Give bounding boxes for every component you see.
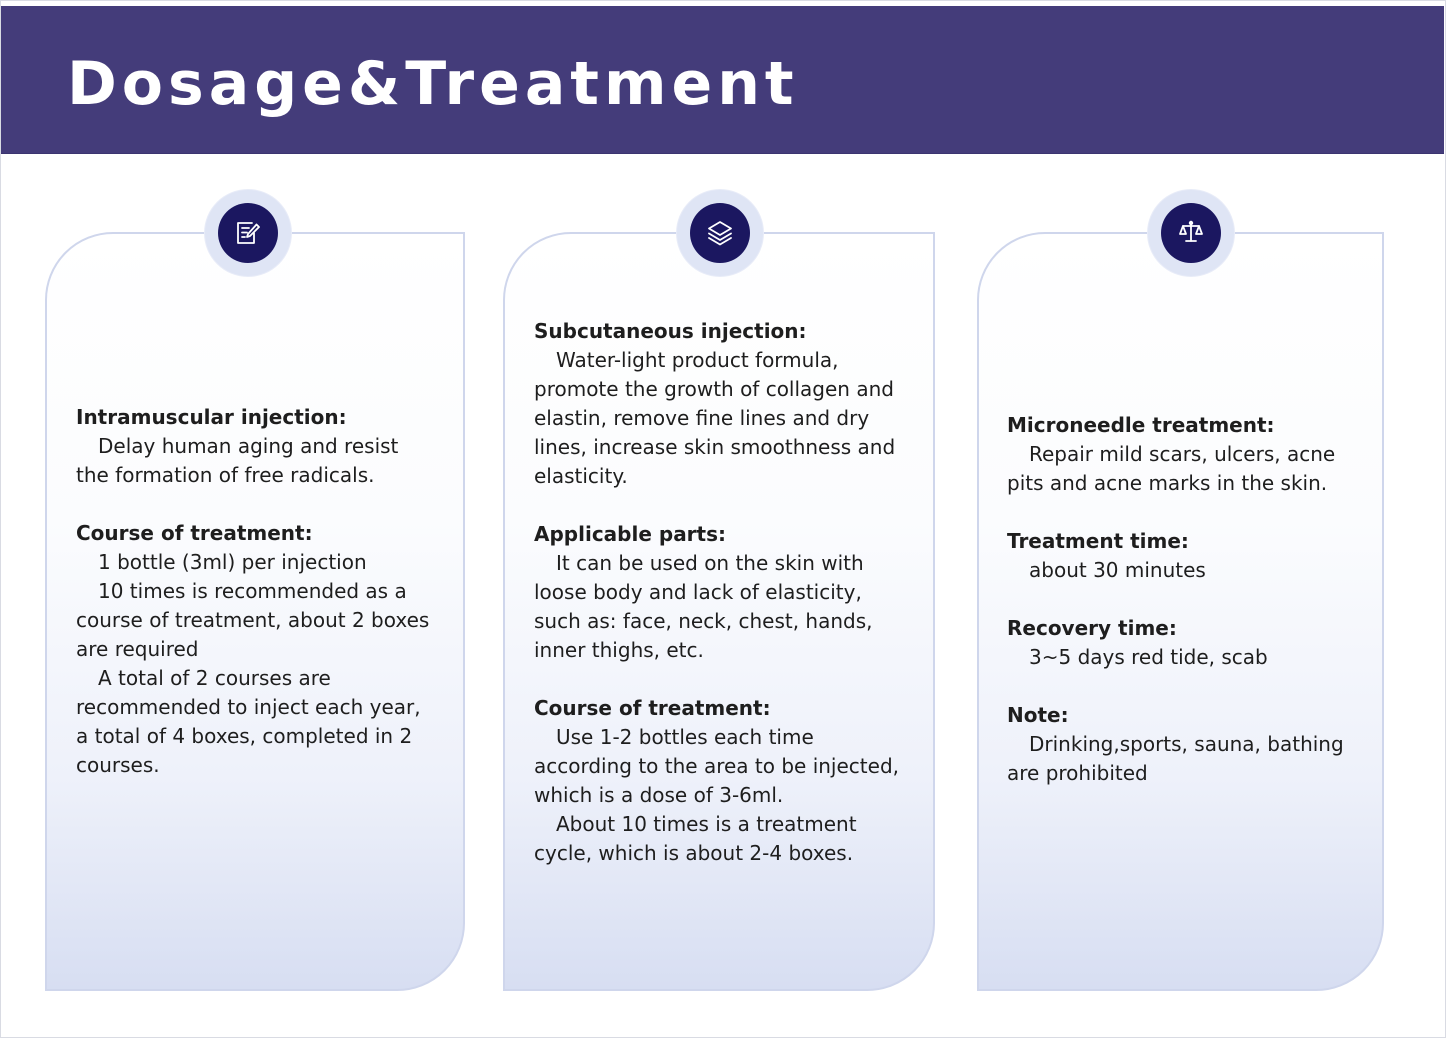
section-subcutaneous-injection [534, 317, 914, 491]
section-heading: Note: [1007, 703, 1069, 727]
section-paragraph: 1 bottle (3ml) per injection [98, 550, 367, 574]
card-2-text [534, 317, 914, 868]
document-edit-icon [235, 220, 261, 246]
layers-icon [706, 219, 734, 247]
section-heading: Subcutaneous injection: [534, 319, 807, 343]
section-paragraph: Repair mild scars, ulcers, acne pits and acne marks in the skin. [1007, 442, 1336, 495]
card-2-icon-badge [677, 190, 763, 276]
header-band [1, 6, 1444, 154]
section-note [1007, 701, 1357, 788]
section-paragraph: about 30 minutes [1029, 558, 1206, 582]
section-paragraph: About 10 times is a treatment cycle, which is about 2-4 boxes. [534, 812, 857, 865]
section-applicable-parts [534, 520, 914, 665]
section-heading: Treatment time: [1007, 529, 1189, 553]
section-recovery-time [1007, 614, 1357, 672]
section-paragraph: 10 times is recommended as a course of treatment, about 2 boxes are required [76, 579, 430, 661]
section-heading: Recovery time: [1007, 616, 1177, 640]
section-paragraph: Water-light product formula, promote the growth of collagen and elastin, remove fine lines and dry lines, increase skin smoothness and elasticity. [534, 348, 896, 488]
section-paragraph: Delay human aging and resist the formation of free radicals. [76, 434, 399, 487]
card-1-icon-badge [205, 190, 291, 276]
section-paragraph: Use 1-2 bottles each time according to the area to be injected, which is a dose of 3-6ml. [534, 725, 899, 807]
section-microneedle-treatment [1007, 411, 1357, 498]
section-treatment-time [1007, 527, 1357, 585]
card-1-text [76, 403, 436, 780]
section-paragraph: Drinking,sports, sauna, bathing are prohibited [1007, 732, 1344, 785]
section-heading: Applicable parts: [534, 522, 727, 546]
section-intramuscular-injection [76, 403, 436, 490]
section-heading: Microneedle treatment: [1007, 413, 1275, 437]
section-paragraph: It can be used on the skin with loose body and lack of elasticity, such as: face, neck, chest, hands, inner thighs, etc. [534, 551, 873, 662]
section-heading: Course of treatment: [534, 696, 771, 720]
section-heading: Course of treatment: [76, 521, 313, 545]
section-heading: Intramuscular injection: [76, 405, 347, 429]
page-title: Dosage&Treatment [67, 49, 799, 119]
scale-balance-icon [1177, 219, 1205, 247]
section-course-of-treatment [76, 519, 436, 780]
card-3-icon-badge [1148, 190, 1234, 276]
section-paragraph: A total of 2 courses are recommended to inject each year, a total of 4 boxes, completed in 2 courses. [76, 666, 421, 777]
section-course-of-treatment [534, 694, 914, 868]
card-3-text [1007, 411, 1357, 788]
section-paragraph: 3~5 days red tide, scab [1029, 645, 1268, 669]
